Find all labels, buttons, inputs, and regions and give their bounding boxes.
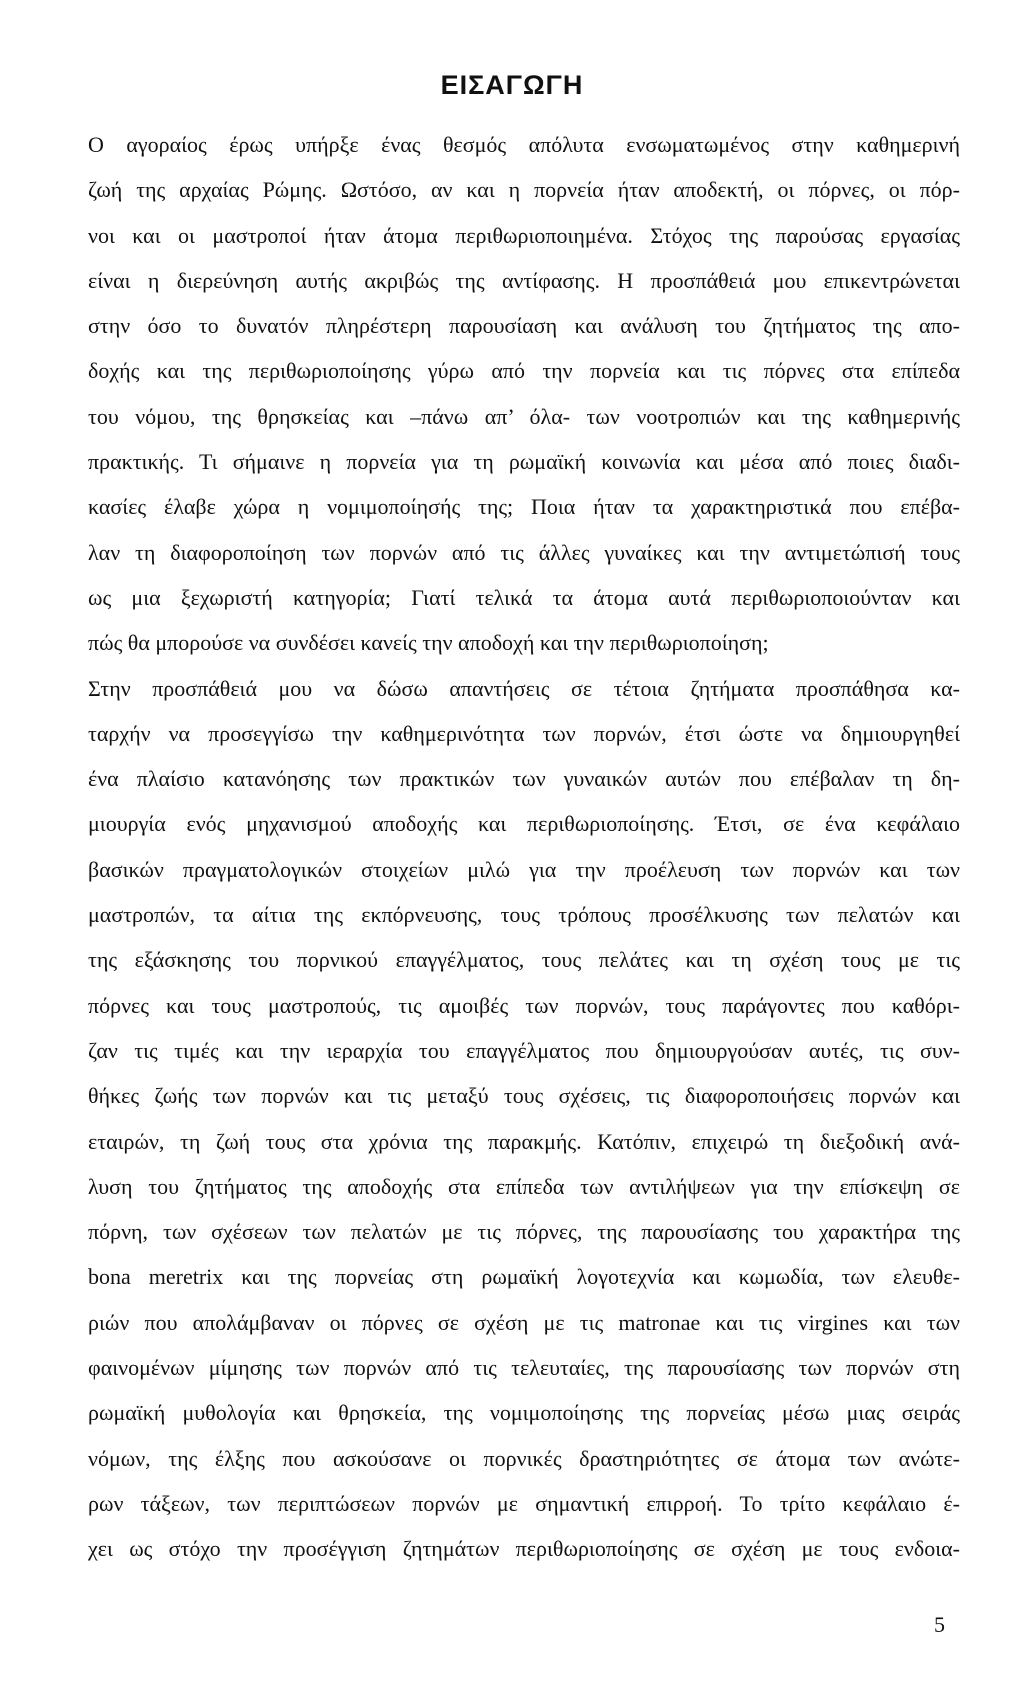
text-line: μαστροπών, τα αίτια της εκπόρνευσης, τους τρόπους προσέλκυσης των πελατών και [88, 902, 960, 928]
text-line: δοχής και της περιθωριοποίησης γύρω από την πορνεία και τις πόρνες στα επίπεδα [88, 358, 960, 384]
text-line: νοι και οι μαστροποί ήταν άτομα περιθωριοποιημένα. Στόχος της παρούσας εργασίας [88, 222, 960, 248]
text-line: θήκες ζωής των πορνών και τις μεταξύ τους σχέσεις, τις διαφοροποιήσεις πορνών και [88, 1083, 960, 1109]
text-line: μιουργία ενός μηχανισμού αποδοχής και περιθωριοποίησης. Έτσι, σε ένα κεφάλαιο [88, 811, 960, 837]
text-line: πόρνη, των σχέσεων των πελατών με τις πόρνες, της παρουσίασης του χαρακτήρα της [88, 1219, 960, 1245]
text-line: ζαν τις τιμές και την ιεραρχία του επαγγέλματος που δημιουργούσαν αυτές, τις συν- [88, 1037, 960, 1063]
text-line: φαινομένων μίμησης των πορνών από τις τελευταίες, της παρουσίασης των πορνών στη [88, 1355, 960, 1381]
text-line: πώς θα μπορούσε να συνδέσει κανείς την αποδοχή και την περιθωριοποίηση; [88, 630, 769, 656]
text-line: του νόμου, της θρησκείας και –πάνω απ’ όλα- των νοοτροπιών και της καθημερινής [88, 403, 960, 429]
text-line: βασικών πραγματολογικών στοιχείων μιλώ για την προέλευση των πορνών και των [88, 856, 960, 882]
text-line: εταιρών, τη ζωή τους στα χρόνια της παρακμής. Κατόπιν, επιχειρώ τη διεξοδική ανά- [88, 1128, 960, 1154]
text-line: ρων τάξεων, των περιπτώσεων πορνών με σημαντική επιρροή. Το τρίτο κεφάλαιο έ- [88, 1490, 960, 1516]
text-line: ζωή της αρχαίας Ρώμης. Ωστόσο, αν και η πορνεία ήταν αποδεκτή, οι πόρνες, οι πόρ- [88, 177, 960, 203]
text-line: Στην προσπάθειά μου να δώσω απαντήσεις σε τέτοια ζητήματα προσπάθησα κα- [88, 675, 960, 701]
text-line: χει ως στόχο την προσέγγιση ζητημάτων περιθωριοποίησης σε σχέση με τους ενδοια- [88, 1536, 960, 1562]
text-line: της εξάσκησης του πορνικού επαγγέλματος, τους πελάτες και τη σχέση τους με τις [88, 947, 960, 973]
text-line: ως μια ξεχωριστή κατηγορία; Γιατί τελικά τα άτομα αυτά περιθωριοποιούνταν και [88, 584, 960, 610]
page-title: ΕΙΣΑΓΩΓΗ [440, 70, 584, 100]
text-line: κασίες έλαβε χώρα η νομιμοποίησής της; Ποια ήταν τα χαρακτηριστικά που επέβα- [88, 494, 960, 520]
text-line: πρακτικής. Τι σήμαινε η πορνεία για τη ρωμαϊκή κοινωνία και μέσα από ποιες διαδι- [88, 449, 960, 475]
body-text [88, 122, 960, 1572]
text-line: ένα πλαίσιο κατανόησης των πρακτικών των γυναικών αυτών που επέβαλαν τη δη- [88, 766, 960, 792]
text-line: λυση του ζητήματος της αποδοχής στα επίπεδα των αντιλήψεων για την επίσκεψη σε [88, 1173, 960, 1199]
text-line: ριών που απολάμβαναν οι πόρνες σε σχέση με τις matronae και τις virgines και των [88, 1309, 960, 1335]
text-line: ταρχήν να προσεγγίσω την καθημερινότητα των πορνών, έτσι ώστε να δημιουργηθεί [88, 720, 960, 746]
text-line: είναι η διερεύνηση αυτής ακριβώς της αντίφασης. Η προσπάθειά μου επικεντρώνεται [88, 267, 960, 293]
text-line: νόμων, της έλξης που ασκούσανε οι πορνικές δραστηριότητες σε άτομα των ανώτε- [88, 1445, 960, 1471]
page-number: 5 [934, 1612, 945, 1637]
text-line: Ο αγοραίος έρως υπήρξε ένας θεσμός απόλυτα ενσωματωμένος στην καθημερινή [88, 132, 960, 157]
text-line: στην όσο το δυνατόν πληρέστερη παρουσίαση και ανάλυση του ζητήματος της απο- [88, 313, 960, 339]
text-line: ρωμαϊκή μυθολογία και θρησκεία, της νομιμοποίησης της πορνείας μέσω μιας σειράς [88, 1400, 960, 1426]
text-line: bona meretrix και της πορνείας στη ρωμαϊκή λογοτεχνία και κωμωδία, των ελευθε- [88, 1264, 960, 1290]
text-line: λαν τη διαφοροποίηση των πορνών από τις άλλες γυναίκες και την αντιμετώπισή τους [88, 539, 960, 565]
text-line: πόρνες και τους μαστροπούς, τις αμοιβές των πορνών, τους παράγοντες που καθόρι- [88, 992, 960, 1018]
